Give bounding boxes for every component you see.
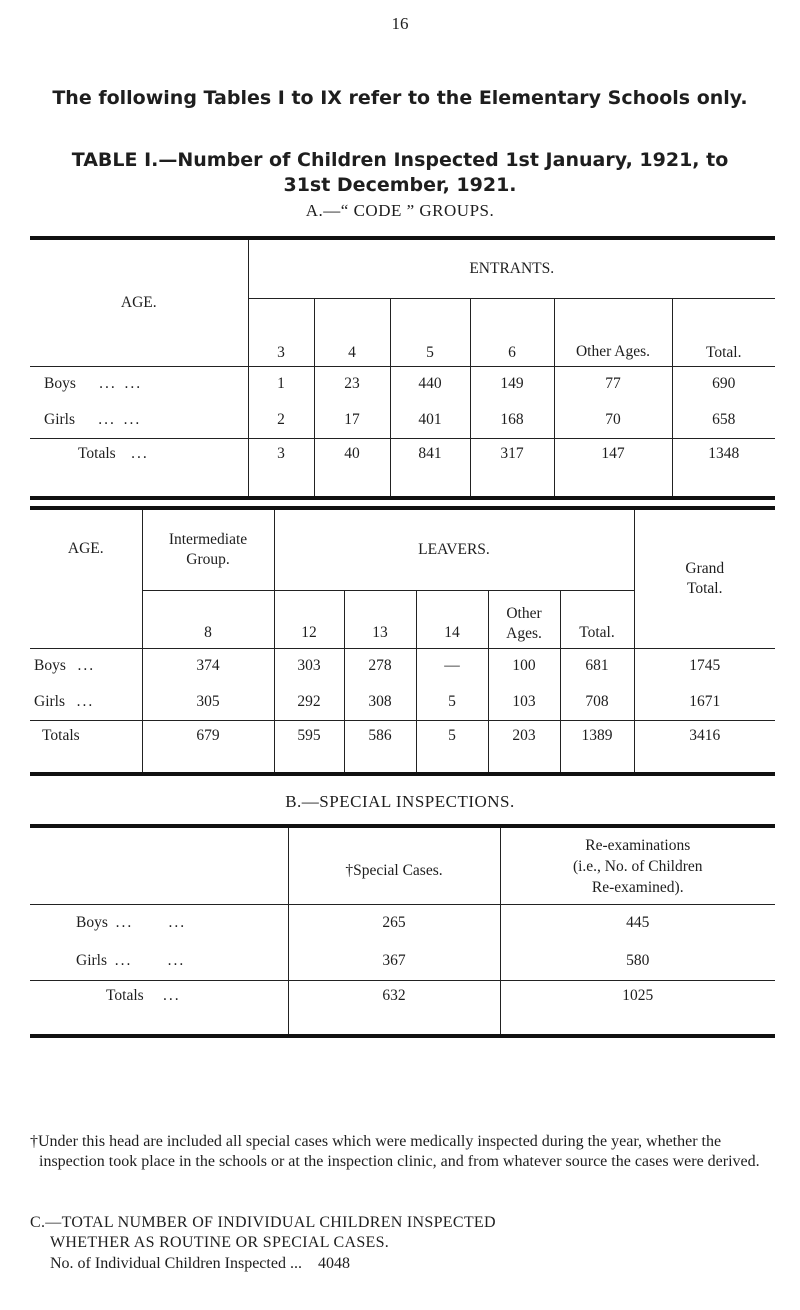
table-row (30, 904, 775, 942)
col-header: Other Ages. (554, 298, 672, 366)
row-label: Totals (106, 986, 144, 1004)
cell: 203 (488, 720, 560, 774)
leavers-header: LEAVERS. (274, 508, 634, 590)
cell: 3 (248, 438, 314, 498)
cell: 292 (274, 684, 344, 720)
row-dots: ... (98, 410, 116, 428)
col-header: 12 (274, 590, 344, 648)
col-header: 14 (416, 590, 488, 648)
cell: 308 (344, 684, 416, 720)
table-row: Boys ... ... 1 23 440 149 77 690 (30, 366, 775, 402)
cell: 70 (554, 402, 672, 438)
intro-heading: The following Tables I to IX refer to the Elementary Schools only. (52, 87, 748, 109)
section-c-count-value: 4048 (317, 1255, 350, 1272)
row-label: Totals (42, 726, 80, 744)
cell: 278 (344, 648, 416, 684)
row-label: Totals (78, 444, 116, 462)
cell: 1745 (634, 648, 775, 684)
intermediate-header: Intermediate Group. (142, 508, 274, 590)
col-header: 8 (142, 590, 274, 648)
row-label: Boys (34, 657, 66, 675)
col-header: Total. (560, 590, 634, 648)
cell: 100 (488, 648, 560, 684)
cell: 440 (390, 366, 470, 402)
cell: 303 (274, 648, 344, 684)
row-label: Boys (44, 375, 76, 393)
cell: 367 (288, 942, 500, 980)
col-header: 4 (314, 298, 390, 366)
cell: 305 (142, 684, 274, 720)
section-c-line: WHETHER AS ROUTINE OR SPECIAL CASES. (50, 1234, 390, 1251)
re-examinations-header (500, 826, 775, 904)
cell: — (416, 648, 488, 684)
cell: 1671 (634, 684, 775, 720)
cell: 1389 (560, 720, 634, 774)
section-c-count-label: No. of Individual Children Inspected ... (50, 1255, 302, 1272)
row-dots: ... (76, 692, 95, 710)
cell: 841 (390, 438, 470, 498)
col-header: 13 (344, 590, 416, 648)
col-header: Total. (672, 298, 775, 366)
section-c-count (30, 1254, 795, 1274)
row-dots: ... ... (115, 914, 187, 932)
cell: 632 (288, 980, 500, 1036)
cell: 3416 (634, 720, 775, 774)
col-header: 5 (390, 298, 470, 366)
cell: 681 (560, 648, 634, 684)
entrants-header: ENTRANTS. (248, 238, 775, 298)
age-header: AGE. (67, 540, 104, 557)
cell: 1 (248, 366, 314, 402)
cell: 1025 (500, 980, 775, 1036)
row-dots: ... ... (114, 951, 186, 969)
special-cases-header: †Special Cases. (288, 826, 500, 904)
footnote: †Under this head are included all special cases which were medically inspected during the year, whether the inspection took place in the schools or at the inspection clinic, and from whatever source the cases were derived. (30, 1133, 760, 1170)
table-row-totals (30, 980, 775, 1036)
cell: 1348 (672, 438, 775, 498)
cell: 103 (488, 684, 560, 720)
row-label: Boys (76, 914, 108, 932)
cell: 2 (248, 402, 314, 438)
cell: 580 (500, 942, 775, 980)
row-dots: ... (77, 657, 96, 675)
cell: 5 (416, 720, 488, 774)
cell: 595 (274, 720, 344, 774)
cell: 445 (500, 904, 775, 942)
cell: 690 (672, 366, 775, 402)
cell: 374 (142, 648, 274, 684)
page-number: 16 (391, 14, 409, 33)
cell: 401 (390, 402, 470, 438)
cell: 708 (560, 684, 634, 720)
cell: 265 (288, 904, 500, 942)
table-row: Girls ... ... 2 17 401 168 70 658 (30, 402, 775, 438)
cell: 40 (314, 438, 390, 498)
cell: 679 (142, 720, 274, 774)
re-exam-header-line: Re-examined). (591, 879, 684, 897)
leavers-table (30, 506, 775, 776)
table-row (30, 942, 775, 980)
cell: 77 (554, 366, 672, 402)
table-row (30, 648, 775, 684)
cell: 17 (314, 402, 390, 438)
re-exam-header-line: (i.e., No. of Children (572, 858, 703, 876)
cell: 168 (470, 402, 554, 438)
grand-total-header: Grand Total. (634, 508, 775, 648)
table-row (30, 684, 775, 720)
table-row-totals (30, 720, 775, 774)
cell: 658 (672, 402, 775, 438)
special-inspections-table (30, 824, 775, 1038)
row-dots: ... (99, 375, 117, 393)
section-b-title: B.—SPECIAL INSPECTIONS. (285, 792, 515, 811)
table-title: TABLE I.—Number of Children Inspected 1st January, 1921, to 31st December, 1921. (71, 149, 729, 196)
cell: 5 (416, 684, 488, 720)
cell: 317 (470, 438, 554, 498)
entrants-table (30, 236, 775, 500)
cell: 586 (344, 720, 416, 774)
col-header: 3 (248, 298, 314, 366)
cell: 147 (554, 438, 672, 498)
row-label: Girls (76, 951, 107, 969)
row-dots: ... (131, 444, 149, 462)
row-dots: ... (163, 986, 181, 1004)
section-c-line: C.—TOTAL NUMBER OF INDIVIDUAL CHILDREN INSPECTED (30, 1214, 496, 1231)
age-header: AGE. (120, 293, 157, 311)
section-a-title: A.—“ CODE ” GROUPS. (305, 201, 495, 220)
col-header: 6 (470, 298, 554, 366)
section-c-title (30, 1213, 775, 1253)
col-header: Other Ages. (488, 590, 560, 648)
cell: 149 (470, 366, 554, 402)
row-label: Girls (34, 692, 65, 710)
table-row-totals (30, 438, 775, 498)
row-label: Girls (44, 410, 75, 428)
re-exam-header-line: Re-examinations (585, 837, 691, 855)
cell: 23 (314, 366, 390, 402)
